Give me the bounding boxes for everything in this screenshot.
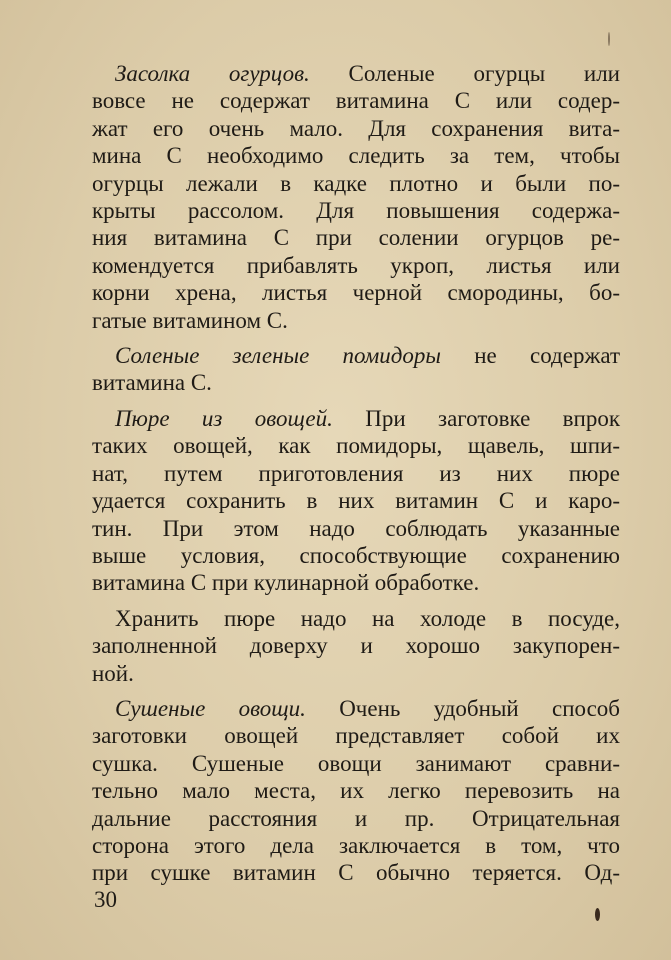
paragraph-heading: Пюре из овощей. xyxy=(115,405,333,431)
text-line xyxy=(92,605,620,632)
text-line: комендуется прибавлять укроп, листья или xyxy=(92,252,620,278)
text-line: сторона этого дела заключается в том, что xyxy=(92,832,620,858)
text-line: вовсе не содержат витамина С или содер- xyxy=(92,88,620,114)
paragraph-vegetable-puree xyxy=(92,405,620,597)
text-line: заготовки овощей представляет собой их xyxy=(92,723,620,749)
paragraph-puree-storage xyxy=(92,605,620,687)
text-line xyxy=(92,405,620,432)
text-line-rest: При заготовке впрок xyxy=(332,405,620,431)
paragraph-heading: Засолка огурцов. xyxy=(115,61,310,86)
text-line-rest: не содержат xyxy=(441,343,620,369)
ink-spot xyxy=(608,32,610,46)
text-line: корни хрена, листья черной смородины, бо- xyxy=(92,280,620,306)
page-number: 30 xyxy=(94,887,117,912)
text-line: таких овощей, как помидоры, щавель, шпи- xyxy=(92,433,620,459)
text-line: выше условия, способствующие сохранению xyxy=(92,542,620,568)
paragraph-green-tomatoes xyxy=(92,342,620,397)
paragraph-heading: Соленые зеленые помидоры xyxy=(115,343,442,369)
text-line: сушка. Сушеные овощи занимают сравни- xyxy=(92,750,620,776)
text-line: огурцы лежали в кадке плотно и были по- xyxy=(92,170,620,196)
text-line: при сушке витамин С обычно теряется. Од- xyxy=(92,860,620,886)
text-line: жат его очень мало. Для сохранения вита- xyxy=(92,115,620,141)
text-line: гатые витамином С. xyxy=(92,307,288,333)
text-line: удается сохранить в них витамин С и каро- xyxy=(92,488,620,514)
ink-spot xyxy=(595,908,600,921)
text-line: крыты рассолом. Для повышения содержа- xyxy=(92,198,620,224)
text-line-rest: Соленые огурцы или xyxy=(309,61,620,86)
text-line: витамина С при кулинарной обработке. xyxy=(92,570,480,596)
text-line: витамина С. xyxy=(92,370,212,396)
paragraph-pickling-cucumbers xyxy=(92,60,620,334)
text-line xyxy=(92,342,620,369)
text-line xyxy=(92,695,620,722)
text-line: ной. xyxy=(92,660,134,686)
text-line-rest: Хранить пюре надо на холоде в посуде, xyxy=(115,605,620,631)
text-line: заполненной доверху и хорошо закупорен- xyxy=(92,633,620,659)
paragraph-dried-vegetables xyxy=(92,695,620,887)
text-line: нат, путем приготовления из них пюре xyxy=(92,460,620,486)
text-line: мина С необходимо следить за тем, чтобы xyxy=(92,143,620,169)
text-line-rest: Очень удобный способ xyxy=(305,695,620,721)
text-line: дальние расстояния и пр. Отрицательная xyxy=(92,805,620,831)
page-text xyxy=(92,60,620,895)
text-line: ния витамина С при солении огурцов ре- xyxy=(92,225,620,251)
text-line xyxy=(92,60,620,87)
paragraph-heading: Сушеные овощи. xyxy=(115,695,306,721)
text-line: тин. При этом надо соблюдать указанные xyxy=(92,515,620,541)
text-line: тельно мало места, их легко перевозить на xyxy=(92,778,620,804)
